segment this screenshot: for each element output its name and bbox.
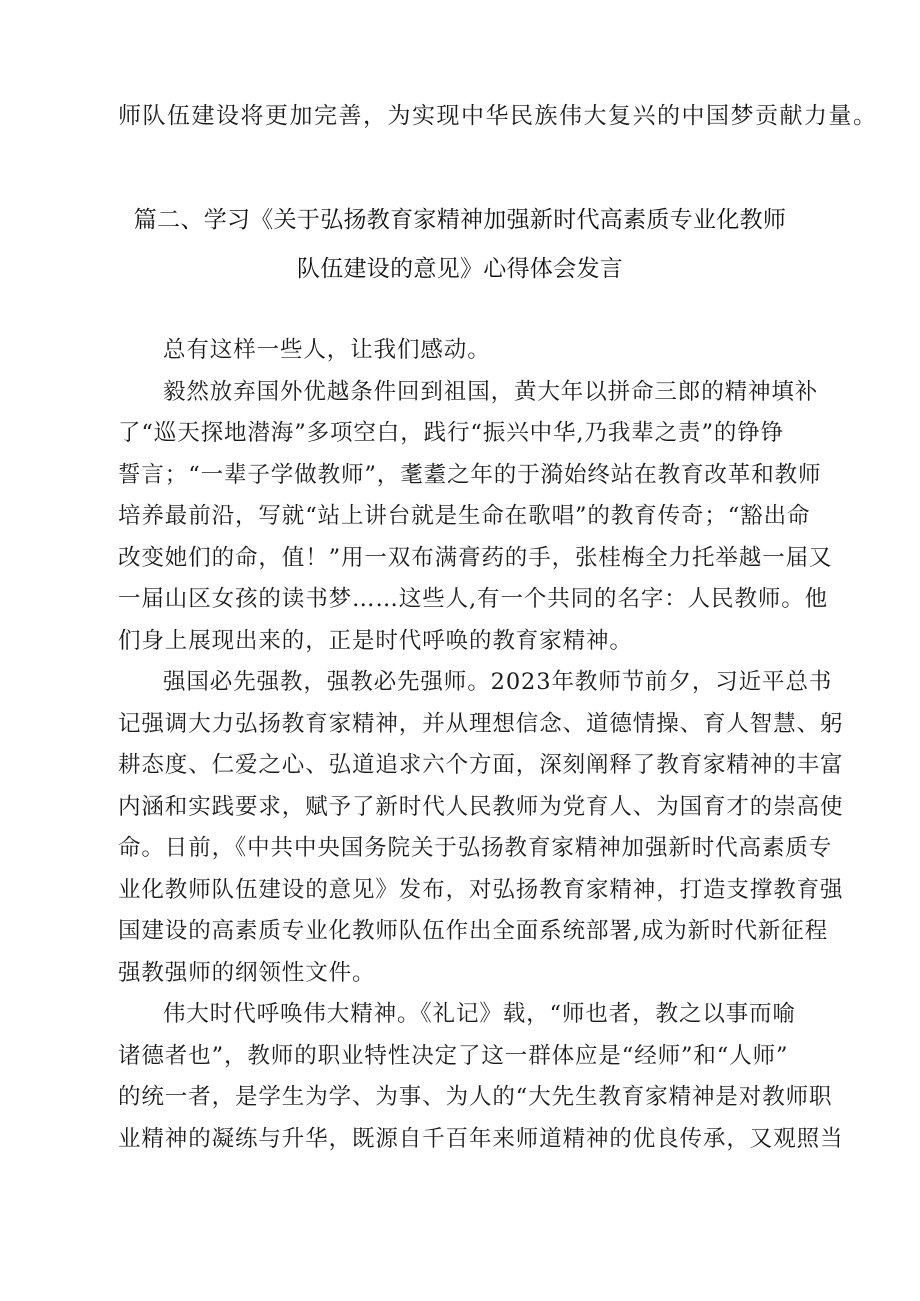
paragraph-line: 强国必先强教，强教必先强师。2023年教师节前夕，习近平总书 [163,669,833,695]
paragraph-line: 业精神的凝练与升华，既源自千百年来师道精神的优良传承，又观照当 [118,1125,844,1152]
section-heading-line-1: 篇二、学习《关于弘扬教育家精神加强新时代高素质专业化教师 [133,207,787,233]
paragraph-3 [118,662,844,994]
paragraph-line: 誓言；“一辈子学做教师”，耄耋之年的于漪始终站在教育改革和教师 [118,461,822,488]
paragraph-line: 了“巡天探地潜海”多项空白，践行“振兴中华,乃我辈之责”的铮铮 [118,420,785,446]
paragraph-line: 改变她们的命，值！”用一双布满膏药的手，张桂梅全力托举越一届又 [118,544,833,571]
paragraph-line: 强教强师的纲领性文件。 [118,959,376,986]
section-heading-line-2: 队伍建设的意见》心得体会发言 [296,256,624,282]
paragraph-line: 总有这样一些人，让我们感动。 [163,337,491,363]
paragraph-line: 内涵和实践要求，赋予了新时代人民教师为党育人、为国育才的崇高使 [118,793,844,820]
paragraph-line: 诸德者也”，教师的职业特性决定了这一群体应是“经师”和“人师” [118,1042,789,1069]
paragraph-line: 伟大时代呼唤伟大精神。《礼记》载，“师也者，教之以事而喻 [163,1001,796,1027]
paragraph-line: 记强调大力弘扬教育家精神，并从理想信念、道德情操、育人智慧、躬 [118,710,844,737]
paragraph-4 [118,994,844,1160]
article-body [118,330,844,1160]
paragraph-line: 一届山区女孩的读书梦……这些人,有一个共同的名字：人民教师。他 [118,586,829,612]
paragraph-line: 们身上展现出来的，正是时代呼唤的教育家精神。 [118,627,633,654]
previous-section-closing-line: 师队伍建设将更加完善，为实现中华民族伟大复兴的中国梦贡献力量。 [118,103,878,129]
paragraph-line: 培养最前沿，写就“站上讲台就是生命在歌唱”的教育传奇；“豁出命 [118,503,811,529]
paragraph-2 [118,372,833,663]
section-heading [60,196,860,294]
paragraph-1 [118,330,828,372]
paragraph-line: 命。日前，《中共中央国务院关于弘扬教育家精神加强新时代高素质专 [118,835,833,861]
paragraph-line: 的统一者，是学生为学、为事、为人的“大先生教育家精神是对教师职 [118,1084,833,1110]
paragraph-line: 毅然放弃国外优越条件回到祖国，黄大年以拼命三郎的精神填补 [163,378,819,405]
paragraph-line: 耕态度、仁爱之心、弘道追求六个方面，深刻阐释了教育家精神的丰富 [118,752,844,778]
paragraph-line: 国建设的高素质专业化教师队伍作出全面系统部署,成为新时代新征程 [118,918,829,944]
paragraph-line: 业化教师队伍建设的意见》发布，对弘扬教育家精神，打造支撑教育强 [118,876,844,903]
